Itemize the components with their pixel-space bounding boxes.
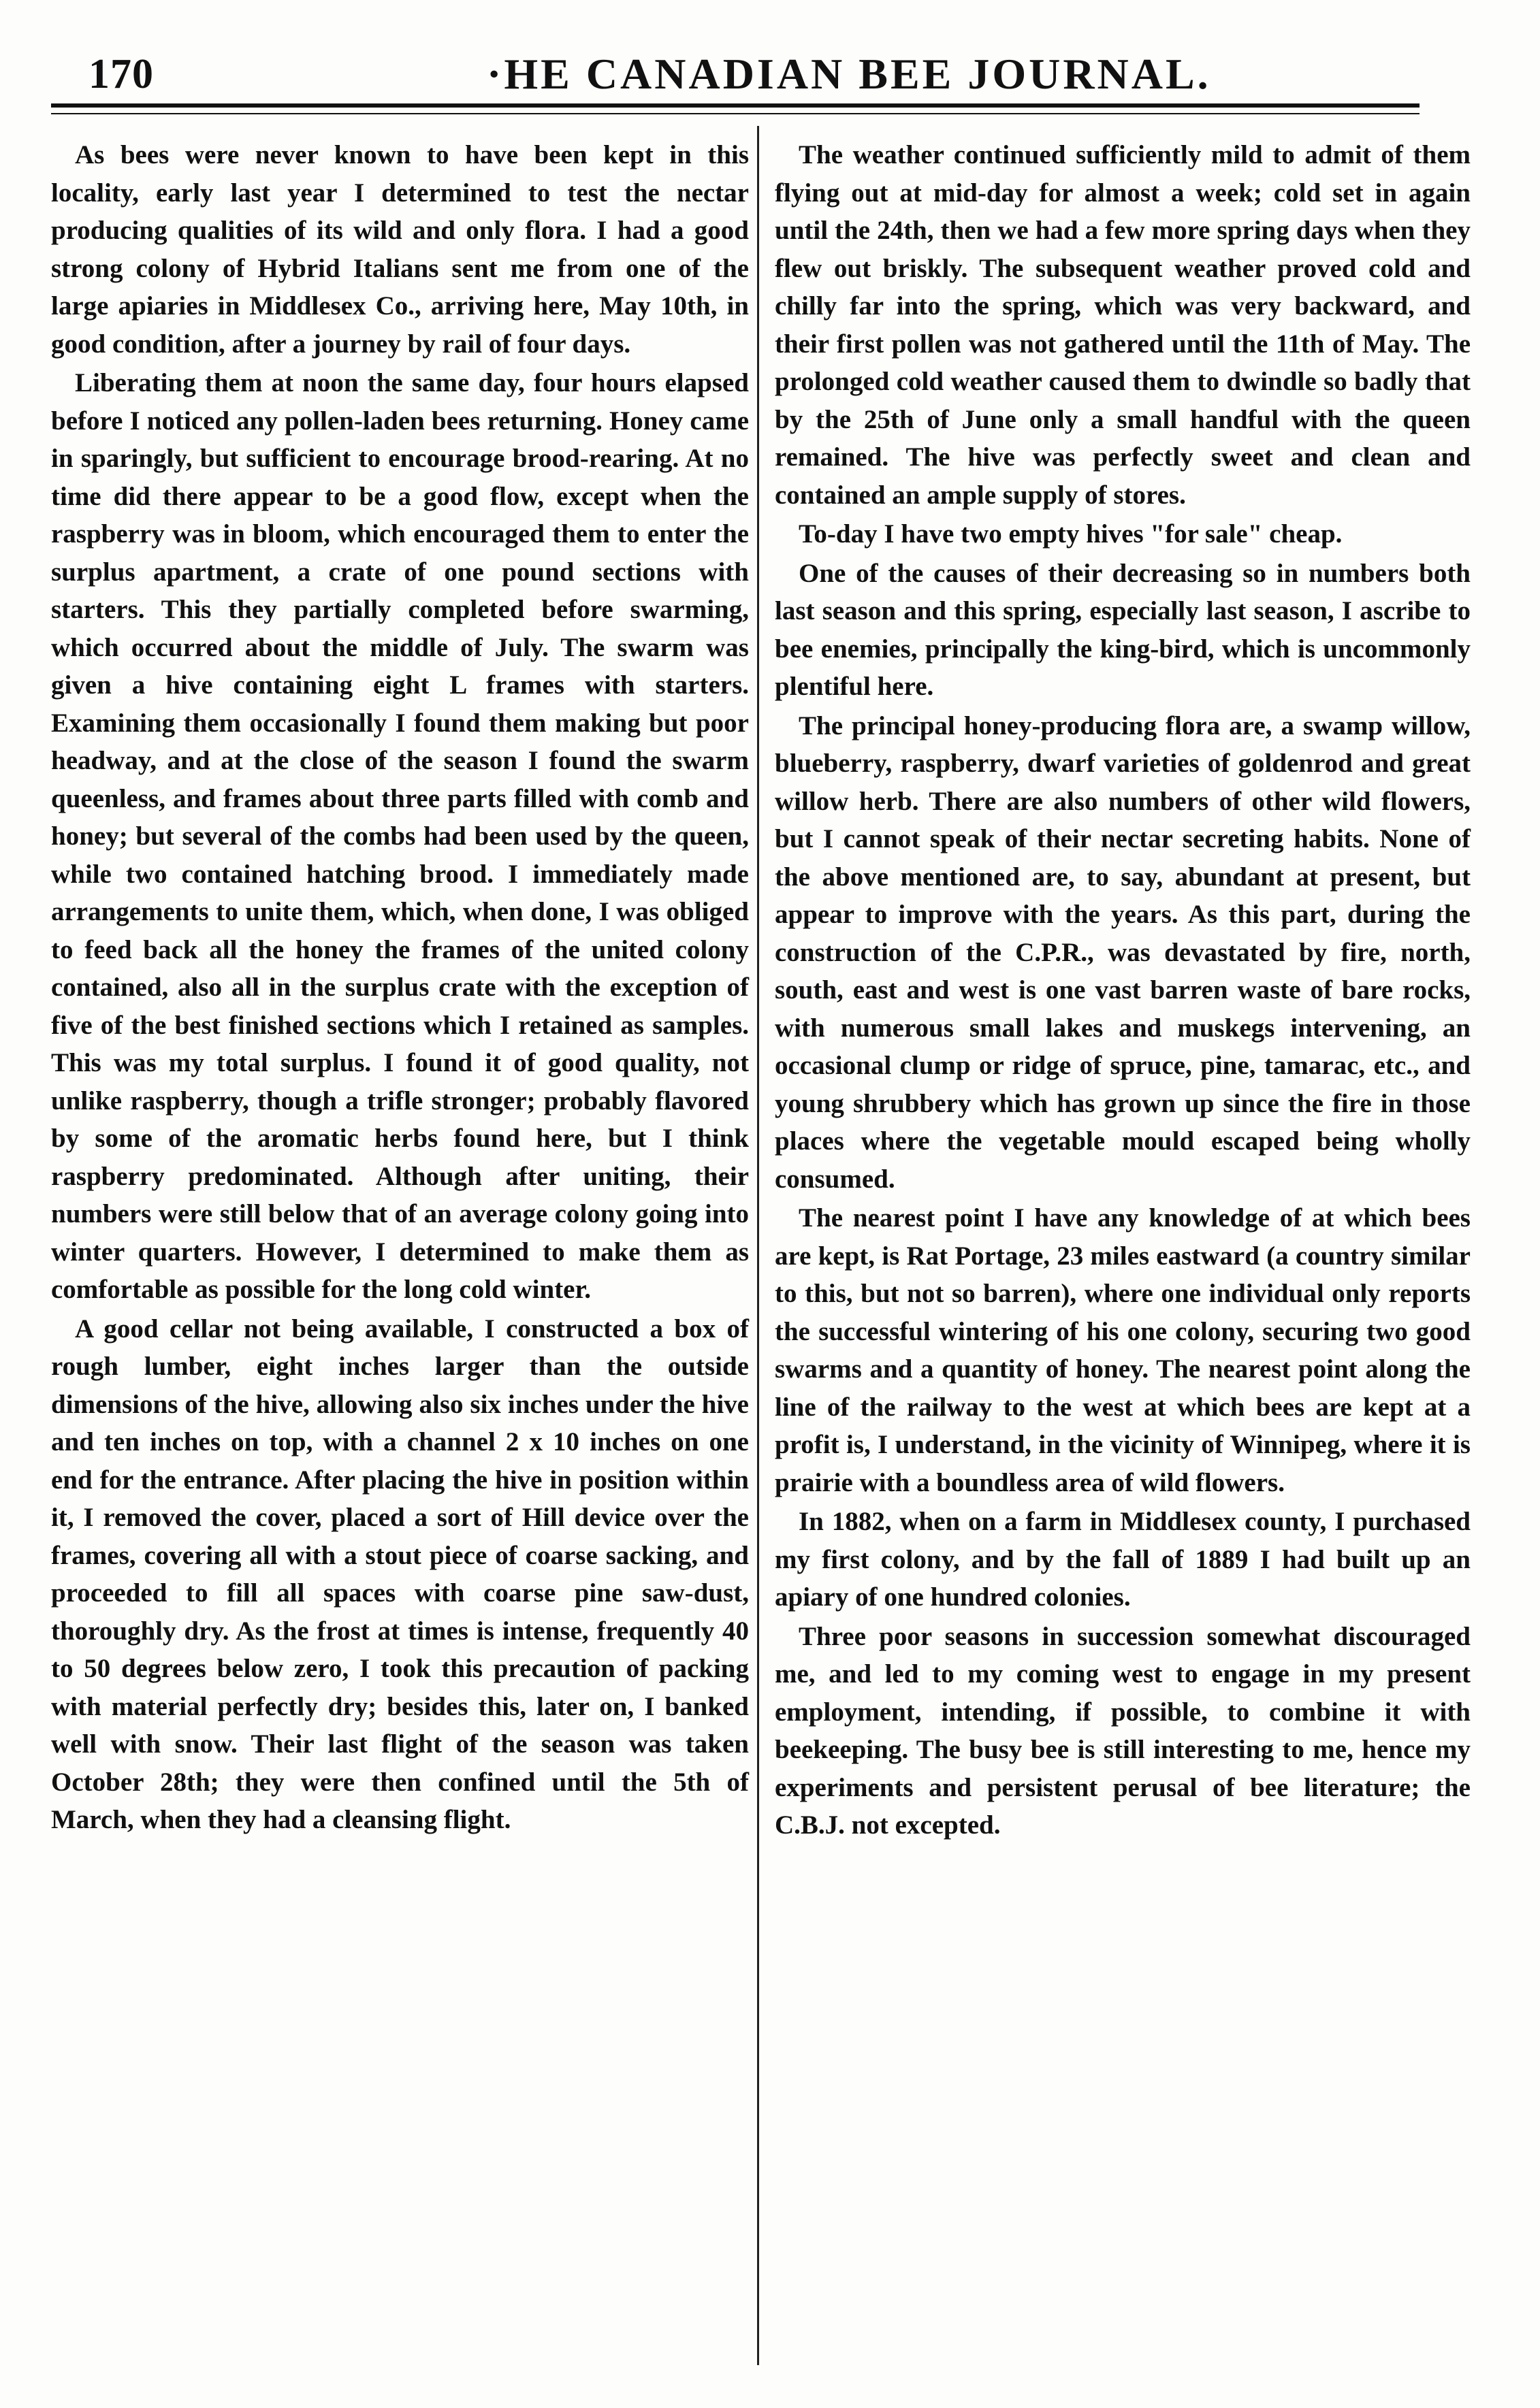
- paragraph: To-day I have two empty hives "for sale" cheap.: [799, 519, 1343, 549]
- paragraph: The nearest point I have any knowledge of at which bees are kept, is Rat Portage, 23 miles eastward (a country similar to this, but not so barren), where one individual only reports the successful wintering of his one colony, securing two good swarms and a quantity of honey. The nearest point along the line of the railway to the west at which bees are kept at a profit is, I understand, in the vicinity of Winnipeg, where it is prairie with a boundless area of wild flowers.: [775, 1203, 1471, 1497]
- paragraph: In 1882, when on a farm in Middlesex county, I purchased my first colony, and by the fall of 1889 I had built up an apiary of one hundred colonies.: [775, 1507, 1471, 1612]
- paragraph: The principal honey-producing flora are, a swamp willow, blueberry, raspberry, dwarf varieties of goldenrod and great willow herb. There are also numbers of other wild flowers, but I cannot speak of their nectar secreting habits. None of the above mentioned are, to say, abundant at present, but appear to improve with the years. As this part, during the construction of the C.P.R., was devastated by fire, north, south, east and west is one vast barren waste of bare rocks, with numerous small lakes and muskegs intervening, an occasional clump or ridge of spruce, pine, tamarac, etc., and young shrubbery which has grown up since the fire in those places where the vegetable mould escaped being wholly consumed.: [775, 711, 1471, 1194]
- paragraph: As bees were never known to have been kept in this locality, early last year I determined to test the nectar producing qualities of its wild and only flora. I had a good strong colony of Hybrid Italians sent me from one of the large apiaries in Middlesex Co., arriving here, May 10th, in good condition, after a journey by rail of four days.: [51, 140, 749, 359]
- journal-title: ·HE CANADIAN BEE JOURNAL.: [487, 50, 1211, 98]
- page-number: 170: [89, 51, 154, 97]
- page-header: [51, 41, 1454, 102]
- paragraph: The weather continued sufficiently mild to admit of them flying out at mid-day for almost a week; cold set in again until the 24th, then we had a few more spring days when they flew out briskly. The subsequent weather proved cold and chilly far into the spring, which was very backward, and their first pollen was not gathered until the 11th of May. The prolonged cold weather caused them to dwindle so badly that by the 25th of June only a small handful with the queen remained. The hive was perfectly sweet and clean and contained an ample supply of stores.: [775, 140, 1471, 510]
- paragraph: Liberating them at noon the same day, four hours elapsed before I noticed any pollen-laden bees returning. Honey came in sparingly, but sufficient to encourage brood-rearing. At no time did there appear to be a good flow, except when the raspberry was in bloom, which encouraged them to enter the surplus apartment, a crate of one pound sections with starters. This they partially completed before swarming, which occurred about the middle of July. The swarm was given a hive containing eight L frames with starters. Examining them occasionally I found them making but poor headway, and at the close of the season I found the swarm queenless, and frames about three parts filled with comb and honey; but several of the combs had been used by the queen, while two contained hatching brood. I immediately made arrangements to unite them, which, when done, I was obliged to feed back all the honey the frames of the united colony contained, also all in the surplus crate with the exception of five of the best finished sections which I retained as samples. This was my total surplus. I found it of good quality, not unlike raspberry, though a trifle stronger; probably flavored by some of the aromatic herbs found here, but I think raspberry predominated. Although after uniting, their numbers were still below that of an average colony going into winter quarters. However, I determined to make them as comfortable as possible for the long cold winter.: [51, 368, 749, 1304]
- paragraph: Three poor seasons in succession somewhat discouraged me, and led to my coming west to engage in my present employment, intending, if possible, to combine it with beekeeping. The busy bee is still interesting to me, hence my experiments and persistent perusal of bee literature; the C.B.J. not excepted.: [775, 1621, 1471, 1840]
- paragraph: One of the causes of their decreasing so in numbers both last season and this spring, especially last season, I ascribe to bee enemies, principally the king-bird, which is uncommonly plentiful here.: [775, 558, 1471, 701]
- left-column: [51, 136, 749, 1840]
- right-column: [775, 136, 1471, 1846]
- header-rule-thick: [51, 103, 1419, 108]
- header-rule-thin: [51, 113, 1419, 114]
- column-divider: [757, 126, 759, 2365]
- paragraph: A good cellar not being available, I constructed a box of rough lumber, eight inches larger than the outside dimensions of the hive, allowing also six inches under the hive and ten inches on top, with a channel 2 x 10 inches on one end for the entrance. After placing the hive in position within it, I removed the cover, placed a sort of Hill device over the frames, covering all with a stout piece of coarse sacking, and proceeded to fill all spaces with coarse pine saw-dust, thoroughly dry. As the frost at times is intense, frequently 40 to 50 degrees below zero, I took this precaution of packing with material perfectly dry; besides this, later on, I banked well with snow. Their last flight of the season was taken October 28th; they were then confined until the 5th of March, when they had a cleansing flight.: [51, 1314, 749, 1834]
